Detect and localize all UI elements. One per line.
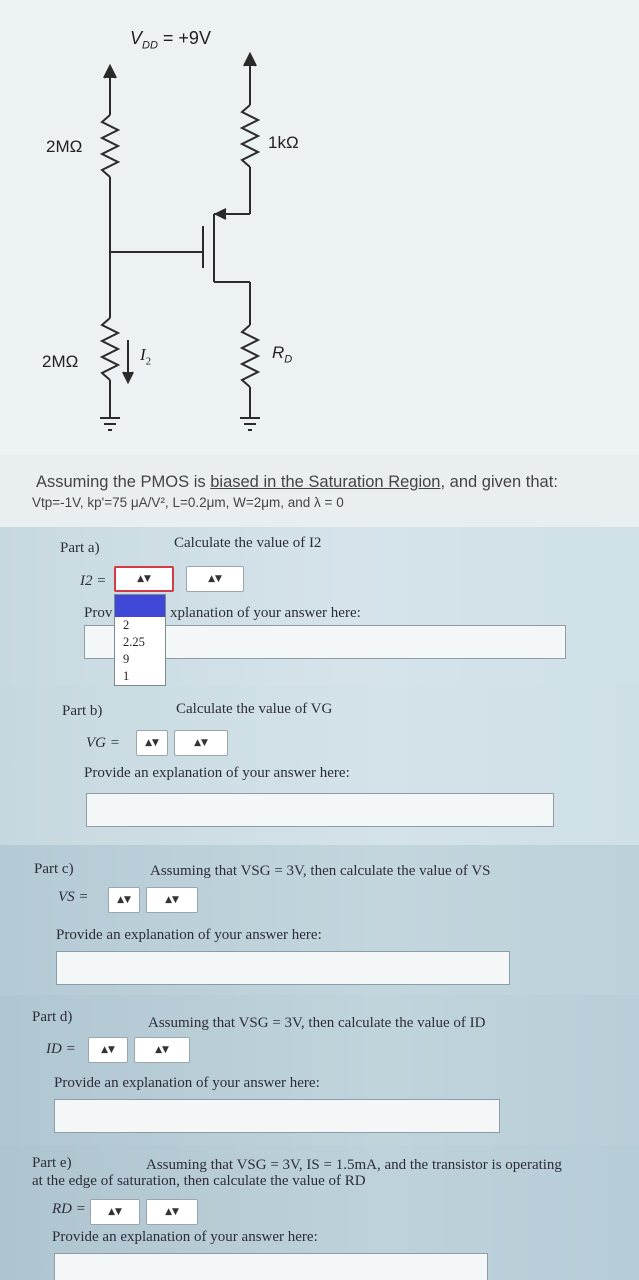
part-c-label: Part c) <box>34 861 74 877</box>
part-a-label: Part a) <box>60 540 100 556</box>
part-e-unit-select[interactable] <box>146 1199 198 1225</box>
up-down-arrows-icon: ▲▼ <box>165 895 179 905</box>
part-e-label: Part e) <box>32 1155 72 1171</box>
dropdown-highlight[interactable] <box>115 595 165 617</box>
part-e-question-line-2: at the edge of saturation, then calculate the value of RD <box>32 1173 366 1189</box>
part-d-var: ID = <box>46 1041 76 1057</box>
circuit-schematic <box>0 0 639 455</box>
part-d-value-select[interactable] <box>88 1037 128 1063</box>
part-d-panel <box>0 995 639 1145</box>
part-c-value-select[interactable] <box>108 887 140 913</box>
part-c-explain: Provide an explanation of your answer here: <box>56 927 322 943</box>
up-down-arrows-icon: ▲▼ <box>155 1045 169 1055</box>
part-d-question: Assuming that VSG = 3V, then calculate the value of ID <box>148 1015 486 1031</box>
part-a-unit-select[interactable] <box>186 566 244 592</box>
part-d-explain: Provide an explanation of your answer here: <box>54 1075 320 1091</box>
part-e-explain: Provide an explanation of your answer here: <box>52 1229 318 1245</box>
up-down-arrows-icon: ▲▼ <box>165 1207 179 1217</box>
part-b-explain: Provide an explanation of your answer here: <box>84 765 350 781</box>
circuit-diagram <box>0 0 639 455</box>
part-c-question: Assuming that VSG = 3V, then calculate the value of VS <box>150 863 491 879</box>
up-down-arrows-icon: ▲▼ <box>108 1207 122 1217</box>
resistor-bottom-left <box>102 318 118 380</box>
part-b-unit-select[interactable] <box>174 730 228 756</box>
saturation-link[interactable]: biased in the Saturation Region <box>210 473 441 491</box>
right-supply-arrow <box>244 54 256 66</box>
dropdown-option[interactable]: 1 <box>123 669 130 683</box>
assumption-line-1: Assuming the PMOS is biased in the Saturation Region, and given that: <box>36 473 558 491</box>
resistor-drain <box>242 325 258 387</box>
part-c-var: VS = <box>58 889 89 905</box>
rs-label: 1kΩ <box>268 133 299 152</box>
part-c-unit-select[interactable] <box>146 887 198 913</box>
part-b-var: VG = <box>86 735 120 751</box>
part-b-question: Calculate the value of VG <box>176 701 333 717</box>
assumption-block <box>0 455 639 527</box>
part-e-explanation-input[interactable] <box>54 1253 488 1280</box>
part-a-value-select[interactable] <box>114 566 174 592</box>
left-supply-arrow <box>104 66 116 78</box>
up-down-arrows-icon: ▲▼ <box>145 738 159 748</box>
part-e-value-select[interactable] <box>90 1199 140 1225</box>
up-down-arrows-icon: ▲▼ <box>101 1045 115 1055</box>
part-a-dropdown-list <box>114 594 166 686</box>
part-a-panel <box>0 527 639 685</box>
part-e-var: RD = <box>52 1201 86 1217</box>
i2-label: $I_2$ <box>140 345 152 368</box>
r2-label: 2MΩ <box>42 352 79 371</box>
part-e-panel <box>0 1145 639 1280</box>
part-a-question: Calculate the value of I2 <box>174 535 322 551</box>
up-down-arrows-icon: ▲▼ <box>117 895 131 905</box>
part-b-label: Part b) <box>62 703 103 719</box>
dropdown-option[interactable]: 9 <box>123 652 130 666</box>
rd-label: $R_D$ <box>272 343 293 366</box>
resistor-top-left <box>102 115 118 177</box>
part-a-var: I2 = <box>80 573 107 589</box>
assumption-line-2: Vtp=-1V, kp'=75 μA/V², L=0.2μm, W=2μm, and λ = 0 <box>32 495 344 510</box>
up-down-arrows-icon: ▲▼ <box>194 738 208 748</box>
part-e-question-line-1: Assuming that VSG = 3V, IS = 1.5mA, and the transistor is operating <box>146 1157 562 1173</box>
part-a-explain-suffix: xplanation of your answer here: <box>170 605 361 621</box>
up-down-arrows-icon: ▲▼ <box>137 574 151 584</box>
part-d-unit-select[interactable] <box>134 1037 190 1063</box>
part-a-explain-prefix: Prov <box>84 605 113 621</box>
r1-label: 2MΩ <box>46 137 83 156</box>
dropdown-option[interactable]: 2.25 <box>123 635 145 649</box>
up-down-arrows-icon: ▲▼ <box>208 574 222 584</box>
part-c-panel <box>0 845 639 995</box>
part-b-panel <box>0 685 639 845</box>
vdd-label: $V_{DD} = +9V$ <box>130 28 211 52</box>
dropdown-option[interactable]: 2 <box>123 618 130 632</box>
part-c-explanation-input[interactable] <box>56 951 510 985</box>
part-b-explanation-input[interactable] <box>86 793 554 827</box>
part-d-explanation-input[interactable] <box>54 1099 500 1133</box>
part-b-value-select[interactable] <box>136 730 168 756</box>
resistor-source <box>242 105 258 167</box>
part-d-label: Part d) <box>32 1009 73 1025</box>
